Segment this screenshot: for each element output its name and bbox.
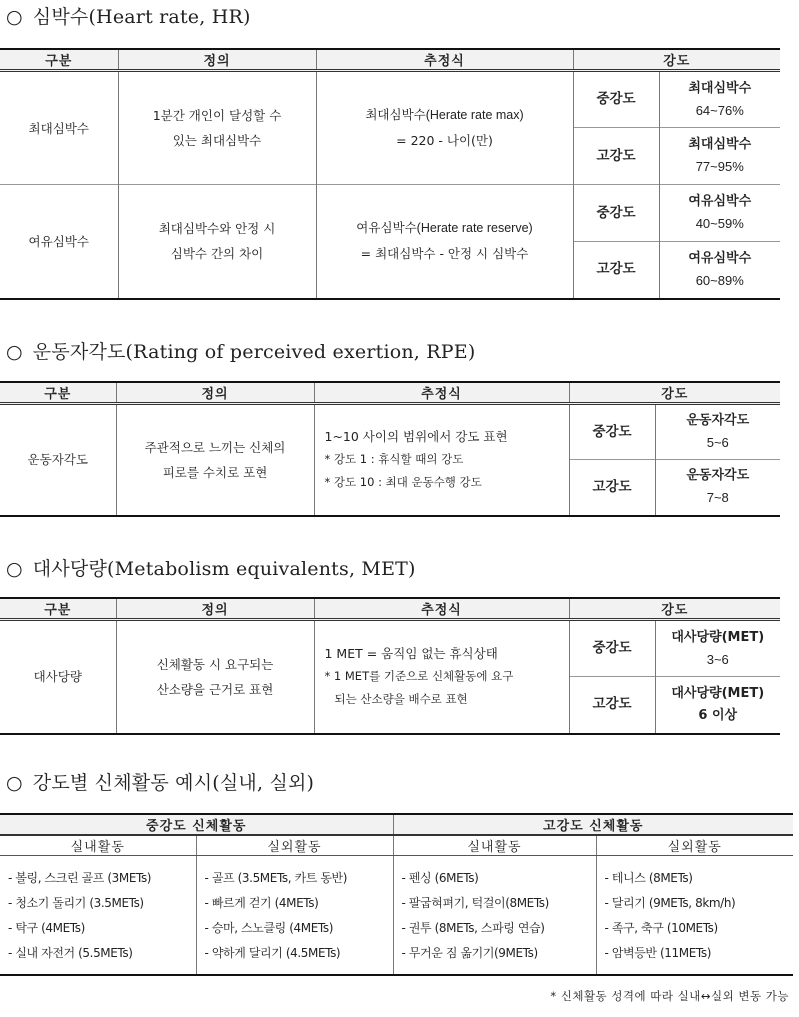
footnote: * 신체활동 성격에 따라 실내↔실외 변동 가능 bbox=[550, 989, 789, 1003]
formula-line: 1~10 사이의 범위에서 강도 표현 bbox=[324, 429, 508, 445]
definition-cell bbox=[118, 185, 316, 299]
formula-line: 최대심박수(Herate rate max) bbox=[365, 108, 524, 122]
value-cell bbox=[659, 242, 780, 299]
value-cell bbox=[659, 71, 780, 128]
header-intensity: 강도 bbox=[573, 49, 780, 71]
list-item: - 권투 (8METs, 스파링 연습) bbox=[401, 921, 545, 935]
formula-line: = 220 - 나이(만) bbox=[396, 133, 493, 148]
header-definition: 정의 bbox=[116, 598, 314, 620]
vigorous-outdoor-list bbox=[596, 856, 793, 976]
list-item: - 암벽등반 (11METs) bbox=[604, 946, 711, 960]
value-range: 7~8 bbox=[706, 490, 729, 506]
formula-cell bbox=[316, 185, 573, 299]
list-item: - 팔굽혀펴기, 턱걸이(8METs) bbox=[401, 896, 549, 910]
level-cell: 고강도 bbox=[573, 128, 659, 185]
list-item: - 볼링, 스크린 골프 (3METs) bbox=[8, 871, 152, 885]
list-item: - 승마, 스노클링 (4METs) bbox=[204, 921, 333, 935]
value-range: 64~76% bbox=[695, 102, 744, 118]
rpe-table bbox=[0, 381, 780, 517]
level-cell: 중강도 bbox=[573, 185, 659, 242]
definition-line: 신체활동 시 요구되는 bbox=[156, 656, 274, 672]
value-cell bbox=[659, 128, 780, 185]
value-label: 여유심박수 bbox=[688, 194, 752, 209]
level-cell: 중강도 bbox=[573, 71, 659, 128]
heart-rate-table bbox=[0, 48, 780, 300]
table-row bbox=[0, 856, 793, 976]
formula-line: 여유심박수(Herate rate reserve) bbox=[356, 221, 533, 236]
header-category: 구분 bbox=[0, 382, 116, 404]
definition-line: 산소량을 근거로 표현 bbox=[156, 681, 274, 697]
category-cell: 여유심박수 bbox=[0, 185, 118, 299]
list-item: - 달리기 (9METs, 8km/h) bbox=[604, 896, 736, 910]
level-cell: 고강도 bbox=[573, 242, 659, 299]
value-range: 3~6 bbox=[706, 651, 729, 667]
section-title-examples bbox=[6, 768, 314, 795]
header-formula: 추정식 bbox=[316, 49, 573, 71]
value-label: 대사당량(MET) bbox=[671, 629, 765, 645]
header-category: 구분 bbox=[0, 598, 116, 620]
value-range: 5~6 bbox=[706, 435, 729, 450]
header-definition: 정의 bbox=[116, 382, 314, 404]
table-row bbox=[0, 185, 780, 242]
formula-line: = 최대심박수 - 안정 시 심박수 bbox=[360, 246, 529, 262]
subheader-moderate-indoor: 실내활동 bbox=[0, 835, 196, 856]
list-item: - 탁구 (4METs) bbox=[8, 921, 85, 935]
value-range: 40~59% bbox=[695, 216, 744, 231]
definition-line: 최대심박수와 안정 시 bbox=[158, 221, 276, 237]
circle-bullet-icon: ○ bbox=[6, 558, 23, 580]
vigorous-indoor-list bbox=[393, 856, 596, 976]
list-item: - 족구, 축구 (10METs) bbox=[604, 921, 718, 935]
section-title-rpe bbox=[6, 337, 475, 364]
definition-line: 피로를 수치로 포현 bbox=[162, 464, 268, 480]
formula-line: 1 MET = 움직임 없는 휴식상태 bbox=[324, 646, 498, 662]
value-cell bbox=[655, 620, 780, 677]
formula-note: 되는 산소량을 배수로 표현 bbox=[334, 692, 468, 707]
table-row bbox=[0, 404, 780, 460]
definition-line: 1분간 개인이 달성할 수 bbox=[152, 108, 282, 123]
definition-line: 심박수 간의 차이 bbox=[170, 246, 264, 262]
header-intensity: 강도 bbox=[569, 382, 780, 404]
list-item: - 골프 (3.5METs, 카트 동반) bbox=[204, 871, 348, 885]
category-cell: 대사당량 bbox=[33, 669, 82, 685]
table-row bbox=[0, 620, 780, 677]
section-title-text: 심박수(Heart rate, HR) bbox=[32, 6, 251, 28]
level-cell: 중강도 bbox=[569, 620, 655, 677]
definition-cell bbox=[118, 71, 316, 185]
section-title-heart-rate bbox=[6, 2, 251, 29]
circle-bullet-icon: ○ bbox=[6, 772, 23, 794]
list-item: - 테니스 (8METs) bbox=[604, 871, 693, 885]
formula-note: * 1 MET를 기준으로 신체활동에 요구 bbox=[324, 669, 514, 684]
value-label: 대사당량(MET) bbox=[671, 685, 765, 701]
moderate-indoor-list bbox=[0, 856, 196, 976]
value-range: 6 이상 bbox=[698, 707, 738, 723]
section-title-text: 운동자각도(Rating of perceived exertion, RPE) bbox=[32, 341, 476, 363]
list-item: - 펜싱 (6METs) bbox=[401, 871, 479, 885]
value-cell bbox=[655, 460, 780, 516]
value-label: 운동자각도 bbox=[686, 413, 750, 428]
formula-note: * 강도 1 : 휴식할 때의 강도 bbox=[324, 452, 464, 467]
section-title-text: 대사당량(Metabolism equivalents, MET) bbox=[32, 558, 416, 580]
subheader-vigorous-outdoor: 실외활동 bbox=[596, 835, 793, 856]
formula-cell bbox=[316, 71, 573, 185]
value-cell bbox=[659, 185, 780, 242]
level-cell: 고강도 bbox=[569, 460, 655, 516]
definition-cell bbox=[116, 404, 314, 516]
formula-cell bbox=[314, 404, 569, 516]
level-cell: 고강도 bbox=[569, 677, 655, 734]
circle-bullet-icon: ○ bbox=[6, 6, 23, 28]
section-title-met bbox=[6, 554, 416, 581]
category-cell: 최대심박수 bbox=[28, 120, 89, 136]
met-table bbox=[0, 597, 780, 735]
value-cell bbox=[655, 404, 780, 460]
list-item: - 실내 자전거 (5.5METs) bbox=[8, 946, 133, 960]
header-intensity: 강도 bbox=[569, 598, 780, 620]
table-row bbox=[0, 71, 780, 128]
subheader-vigorous-indoor: 실내활동 bbox=[393, 835, 596, 856]
definition-line: 주관적으로 느끼는 신체의 bbox=[144, 439, 286, 455]
value-cell bbox=[655, 677, 780, 734]
list-item: - 약하게 달리기 (4.5METs) bbox=[204, 946, 341, 960]
header-definition: 정의 bbox=[118, 49, 316, 71]
header-formula: 추정식 bbox=[314, 598, 569, 620]
value-label: 최대심박수 bbox=[688, 80, 752, 96]
level-cell: 중강도 bbox=[569, 404, 655, 460]
formula-cell bbox=[314, 620, 569, 734]
header-moderate-group: 중강도 신체활동 bbox=[0, 814, 393, 835]
value-label: 여유심박수 bbox=[688, 250, 752, 266]
category-cell: 운동자각도 bbox=[27, 452, 88, 468]
subheader-moderate-outdoor: 실외활동 bbox=[196, 835, 393, 856]
moderate-outdoor-list bbox=[196, 856, 393, 976]
value-range: 77~95% bbox=[695, 159, 744, 174]
value-label: 운동자각도 bbox=[686, 468, 750, 484]
list-item: - 빠르게 걷기 (4METs) bbox=[204, 896, 319, 910]
circle-bullet-icon: ○ bbox=[6, 341, 23, 363]
header-vigorous-group: 고강도 신체활동 bbox=[393, 814, 793, 835]
definition-cell bbox=[116, 620, 314, 734]
list-item: - 무거운 짐 옮기기(9METs) bbox=[401, 946, 538, 960]
formula-note: * 강도 10 : 최대 운동수행 강도 bbox=[324, 475, 482, 490]
definition-line: 있는 최대심박수 bbox=[172, 133, 262, 148]
header-formula: 추정식 bbox=[314, 382, 569, 404]
value-label: 최대심박수 bbox=[688, 137, 752, 152]
section-title-text: 강도별 신체활동 예시(실내, 실외) bbox=[32, 772, 315, 794]
examples-table bbox=[0, 813, 793, 976]
value-range: 60~89% bbox=[695, 272, 744, 288]
list-item: - 청소기 돌리기 (3.5METs) bbox=[8, 896, 144, 910]
header-category: 구분 bbox=[0, 49, 118, 71]
